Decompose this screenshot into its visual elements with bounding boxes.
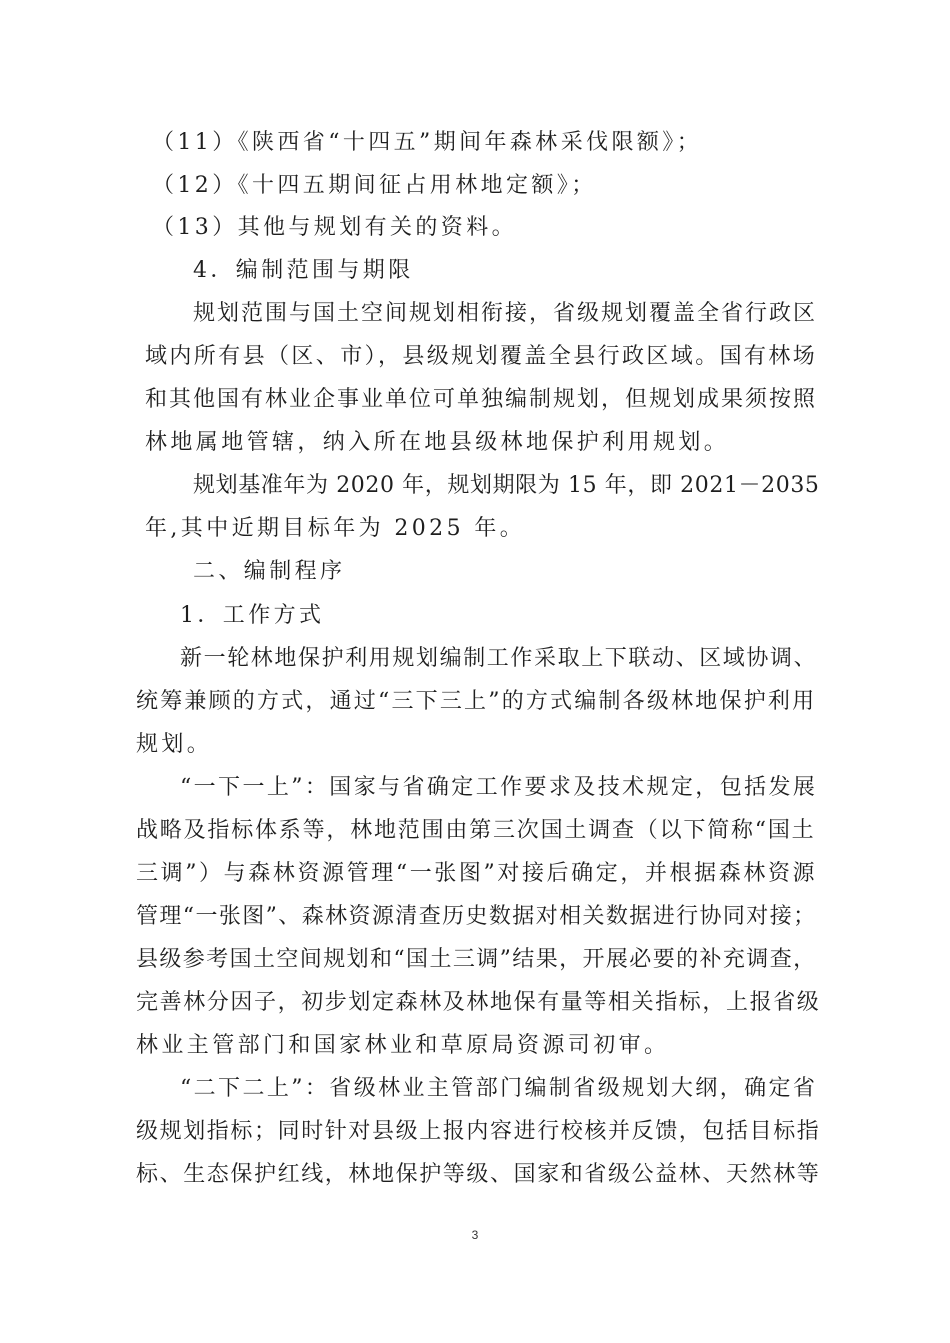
list-item-12: （12）《十四五期间征占用林地定额》； (152, 173, 597, 198)
list-item-13: （13）其他与规划有关的资料。 (152, 215, 517, 240)
paragraph-line: 级规划指标；同时针对县级上报内容进行校核并反馈，包括目标指 (136, 1119, 821, 1144)
paragraph-line: 规划基准年为 2020 年，规划期限为 15 年，即 2021－2035 (193, 473, 820, 498)
page-number: 3 (471, 1228, 479, 1242)
paragraph-line: 标、生态保护红线，林地保护等级、国家和省级公益林、天然林等 (136, 1162, 821, 1187)
subsection-heading-method: 1．工作方式 (180, 603, 325, 628)
paragraph-line: 和其他国有林业企事业单位可单独编制规划，但规划成果须按照 (145, 387, 818, 412)
paragraph-line: 林地属地管辖，纳入所在地县级林地保护利用规划。 (145, 430, 730, 455)
paragraph-line: 三调”）与森林资源管理“一张图”对接后确定，并根据森林资源 (136, 861, 818, 886)
paragraph-line: 规划范围与国土空间规划相衔接，省级规划覆盖全省行政区 (193, 301, 818, 326)
paragraph-line: 林业主管部门和国家林业和草原局资源司初审。 (136, 1033, 670, 1058)
section-heading-procedure: 二、编制程序 (193, 559, 346, 584)
paragraph-line: 县级参考国土空间规划和“国土三调”结果，开展必要的补充调查， (136, 947, 817, 972)
paragraph-line: 规划。 (136, 732, 213, 757)
section-heading-scope: 4．编制范围与期限 (193, 258, 414, 283)
paragraph-line: 年,其中近期目标年为 2025 年。 (145, 516, 526, 541)
paragraph-line: 统筹兼顾的方式，通过“三下三上”的方式编制各级林地保护利用 (136, 689, 817, 714)
paragraph-line: “一下一上”：国家与省确定工作要求及技术规定，包括发展 (180, 775, 818, 800)
paragraph-line: 完善林分因子，初步划定森林及林地保有量等相关指标，上报省级 (136, 990, 821, 1015)
paragraph-line: “二下二上”：省级林业主管部门编制省级规划大纲，确定省 (180, 1076, 818, 1101)
paragraph-line: 管理“一张图”、森林资源清查历史数据对相关数据进行协同对接； (136, 904, 817, 929)
paragraph-line: 新一轮林地保护利用规划编制工作采取上下联动、区域协调、 (180, 646, 818, 671)
list-item-11: （11）《陕西省“十四五”期间年森林采伐限额》； (152, 130, 703, 155)
paragraph-line: 域内所有县（区、市），县级规划覆盖全县行政区域。国有林场 (145, 344, 818, 369)
paragraph-line: 战略及指标体系等，林地范围由第三次国土调查（以下简称“国土 (136, 818, 816, 843)
